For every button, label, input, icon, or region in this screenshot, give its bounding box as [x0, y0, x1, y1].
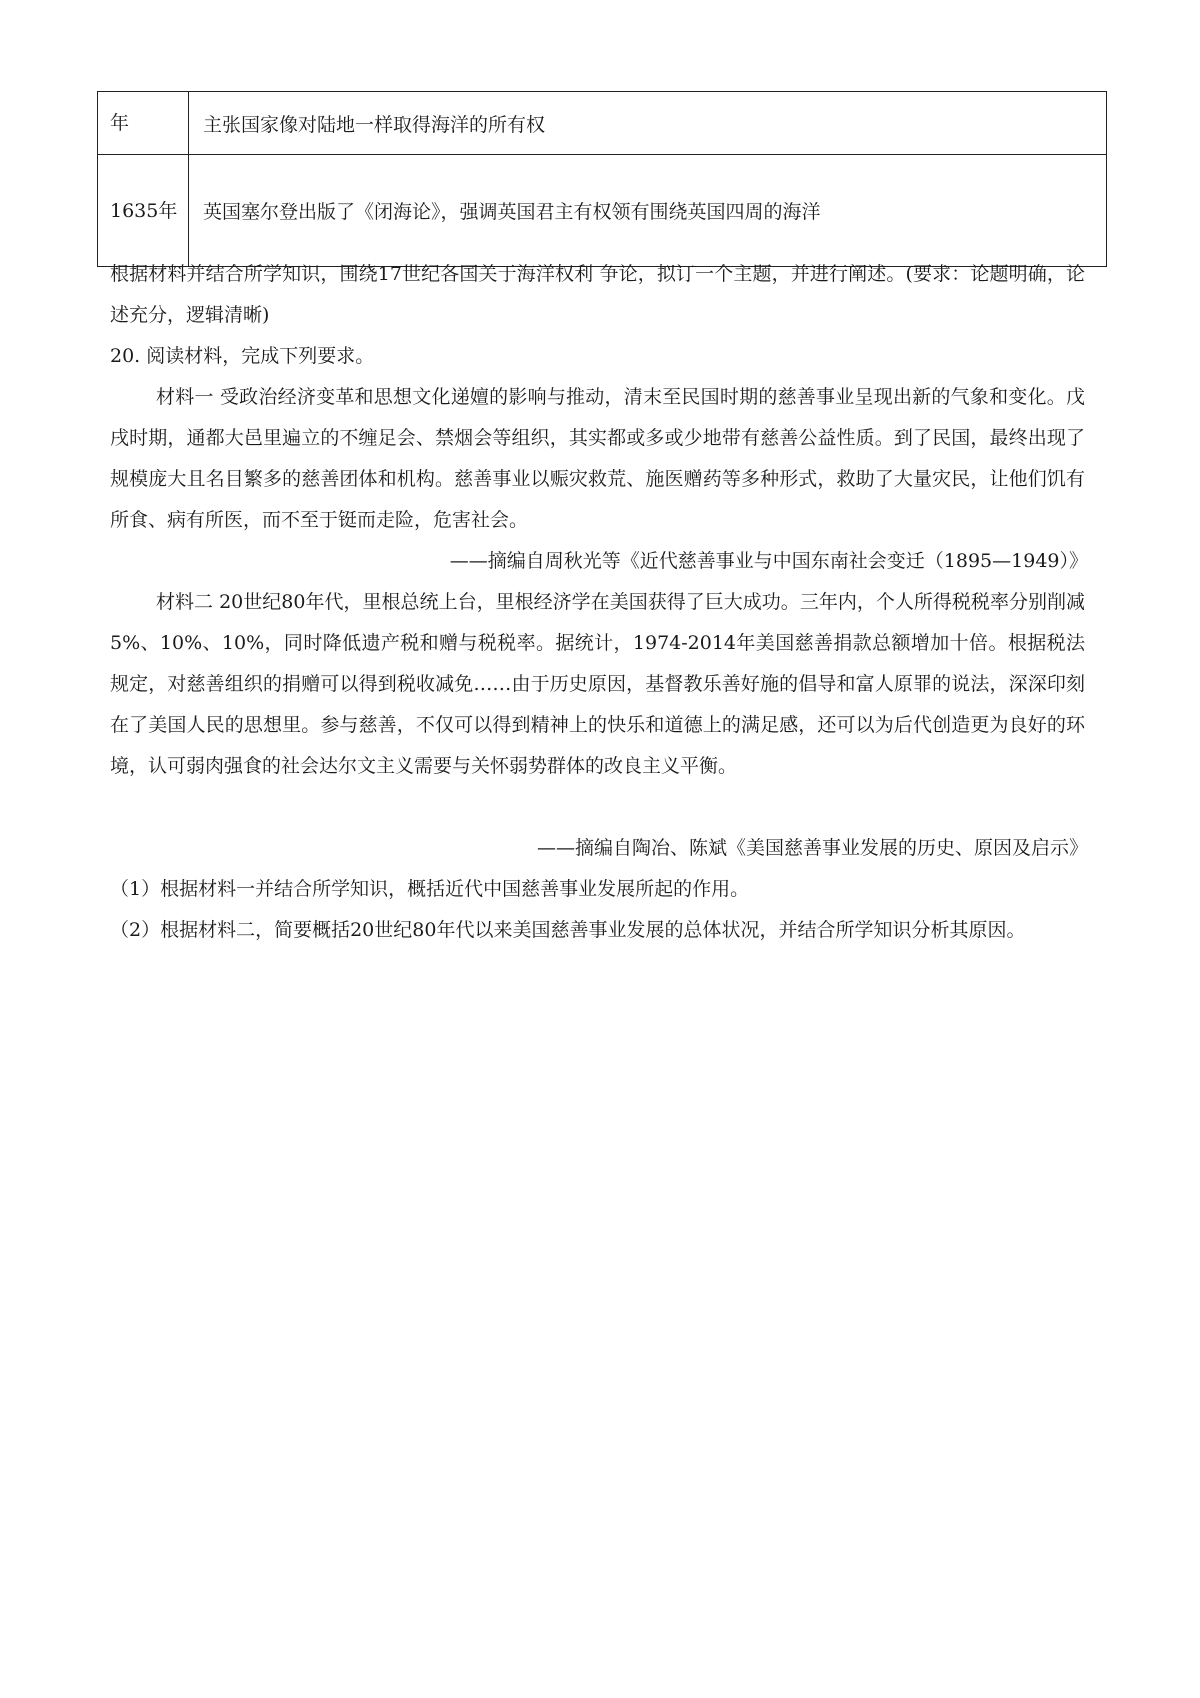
material-2-text: 材料二 20世纪80年代，里根总统上台，里根经济学在美国获得了巨大成功。三年内，个人所得税税率分别削减5%、10%、10%，同时降低遗产税和赠与税税率。据统计，1974-2014年美国慈善捐款总额增加十倍。根据税法规定，对慈善组织的捐赠可以得到税收减免……由于历史原因，基督教乐善好施的倡导和富人原罪的说法，深深印刻在了美国人民的思想里。参与慈善，不仅可以得到精神上的快乐和道德上的满足感，还可以为后代创造更为良好的环境，认可弱肉强食的社会达尔文主义需要与关怀弱势群体的改良主义平衡。	[110, 591, 1085, 777]
q19-prompt: 根据材料并结合所学知识，围绕17世纪各国关于海洋权利 争论，拟订一个主题，并进行阐述。(要求：论题明确，论述充分，逻辑清晰)	[110, 263, 1085, 326]
question-1: （1）根据材料一并结合所学知识，概括近代中国慈善事业发展所起的作用。	[110, 878, 750, 900]
event-cell: 主张国家像对陆地一样取得海洋的所有权	[189, 92, 1107, 155]
material-1-source: ——摘编自周秋光等《近代慈善事业与中国东南社会变迁（1895—1949）》	[449, 550, 1088, 572]
question-2: （2）根据材料二，简要概括20世纪80年代以来美国慈善事业发展的总体状况，并结合所学知识分析其原因。	[110, 919, 1026, 941]
event-cell: 英国塞尔登出版了《闭海论》，强调英国君主有权领有围绕英国四周的海洋	[189, 155, 1107, 267]
maritime-rights-table	[97, 91, 1107, 267]
q20-heading: 20. 阅读材料，完成下列要求。	[110, 345, 375, 367]
year-cell: 年	[98, 92, 189, 155]
table-row	[98, 92, 1107, 155]
year-cell: 1635年	[98, 155, 189, 267]
table-row	[98, 155, 1107, 267]
material-1-text: 材料一 受政治经济变革和思想文化递嬗的影响与推动，清末至民国时期的慈善事业呈现出新的气象和变化。戊戌时期，通都大邑里遍立的不缠足会、禁烟会等组织，其实都或多或少地带有慈善公益性质。到了民国，最终出现了规模庞大且名目繁多的慈善团体和机构。慈善事业以赈灾救荒、施医赠药等多种形式，救助了大量灾民，让他们饥有所食、病有所医，而不至于铤而走险，危害社会。	[110, 386, 1085, 531]
material-2-source: ——摘编自陶冶、陈斌《美国慈善事业发展的历史、原因及启示》	[536, 837, 1088, 859]
